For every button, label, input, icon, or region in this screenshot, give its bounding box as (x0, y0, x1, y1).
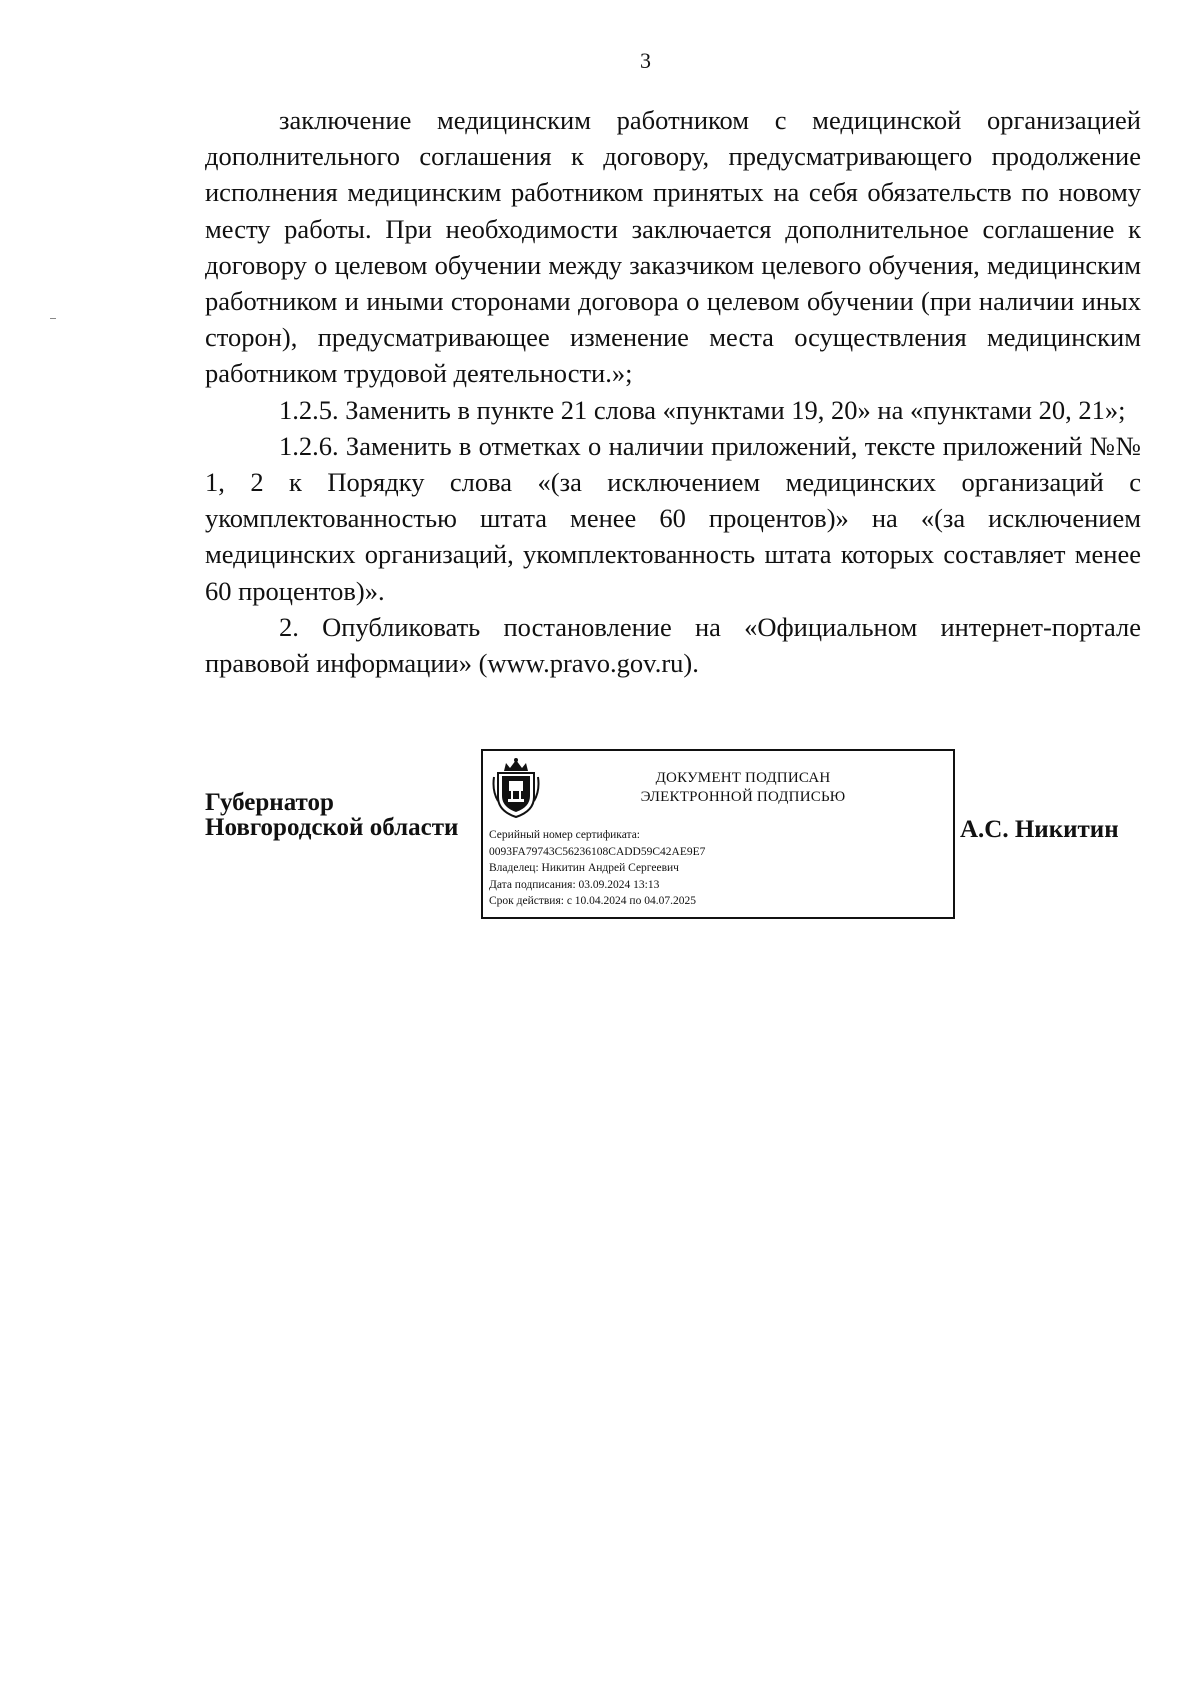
paragraph-2-publish: 2. Опубликовать постановление на «Официальном интернет-портале правовой информации» (www.pravo.gov.ru). (205, 611, 1141, 679)
stamp-header-line1: ДОКУМЕНТ ПОДПИСАН (655, 770, 831, 786)
signatory-title: Губернатор (205, 789, 334, 816)
paragraph-1-2-6: 1.2.6. Заменить в отметках о наличии приложений, тексте приложений №№ 1, 2 к Порядку слова «(за исключением медицинских организаций с укомплектованностью штата менее 60 процентов)» на «(за исключением медицинских организаций, укомплектованность штата которых составляет менее 60 процентов)». (205, 430, 1141, 606)
margin-mark (50, 318, 56, 319)
signatory-position (205, 790, 458, 840)
certificate-serial-value: 0093FA79743C56236108CADD59C42AE9E7 (489, 845, 706, 858)
paragraph-1-2-5: 1.2.5. Заменить в пункте 21 слова «пунктами 19, 20» на «пунктами 20, 21»; (279, 394, 1126, 425)
page-number: 3 (640, 48, 651, 73)
signatory-name: А.С. Никитин (960, 816, 1119, 843)
coat-of-arms-icon (492, 757, 540, 819)
signing-date: Дата подписания: 03.09.2024 13:13 (489, 878, 660, 891)
paragraph-continuation: заключение медицинским работником с медицинской организацией дополнительного соглашения к договору, предусматривающего продолжение исполнения медицинским работником принятых на себя обязательств по новому месту работы. При необходимости заключается дополнительное соглашение к договору о целевом обучении между заказчиком целевого обучения, медицинским работником и иными сторонами договора о целевом обучении (при наличии иных сторон), предусматривающее изменение места осуществления медицинским работником трудовой деятельности.»; (205, 105, 1141, 389)
certificate-owner: Владелец: Никитин Андрей Сергеевич (489, 862, 679, 875)
signatory-region: Новгородской области (205, 814, 459, 841)
electronic-signature-stamp (481, 749, 955, 919)
stamp-header (563, 769, 923, 807)
stamp-details (489, 827, 705, 910)
document-body (205, 102, 1141, 681)
certificate-validity: Срок действия: с 10.04.2024 по 04.07.2025 (489, 895, 696, 908)
certificate-serial-label: Серийный номер сертификата: (489, 829, 640, 841)
stamp-header-line2: ЭЛЕКТРОННОЙ ПОДПИСЬЮ (640, 789, 846, 805)
